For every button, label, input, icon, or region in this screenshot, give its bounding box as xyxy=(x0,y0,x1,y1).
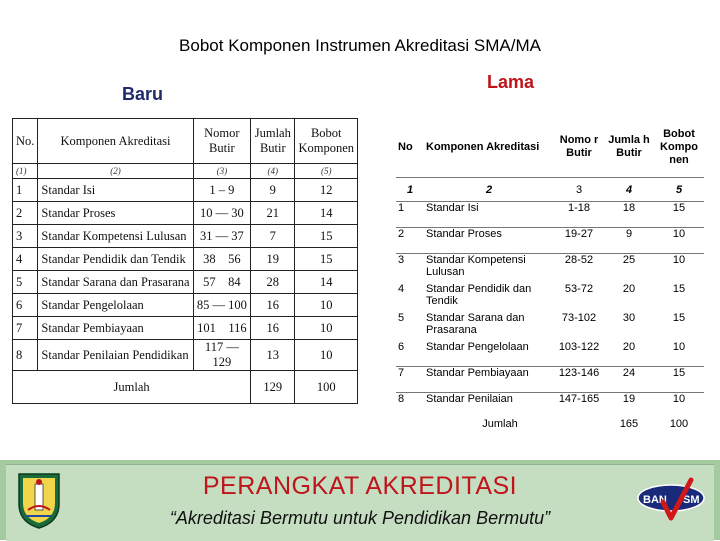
table-row xyxy=(13,225,358,248)
column-number: (3) xyxy=(193,164,251,179)
row-jumlah: 28 xyxy=(251,271,295,294)
row-nomor: 53-72 xyxy=(564,283,594,295)
row-nomor: 147-165 xyxy=(554,393,604,419)
table-header-row xyxy=(396,117,704,178)
row-jumlah: 24 xyxy=(604,367,654,393)
row-bobot: 15 xyxy=(295,248,358,271)
page-title: Bobot Komponen Instrumen Akreditasi SMA/MA xyxy=(179,36,541,55)
row-bobot: 14 xyxy=(295,202,358,225)
row-jumlah: 7 xyxy=(251,225,295,248)
row-nomor: 31 — 37 xyxy=(193,225,251,248)
row-no: 5 xyxy=(13,271,38,294)
header-no: No xyxy=(396,117,424,178)
row-name: Standar Pengelolaan xyxy=(426,341,529,353)
row-bobot: 10 xyxy=(654,228,704,254)
row-bobot: 10 xyxy=(654,393,704,419)
header-jumlah-butir: Jumla h Butir xyxy=(604,117,654,178)
row-name: Standar Kompetensi Lulusan xyxy=(38,225,193,248)
header-no: No. xyxy=(13,119,38,164)
row-name: Standar Sarana dan Prasarana xyxy=(38,271,193,294)
total-bobot: 100 xyxy=(295,371,358,404)
row-no: 6 xyxy=(398,341,405,353)
row-nomor: 103-122 xyxy=(558,341,600,353)
header-komponen: Komponen Akreditasi xyxy=(38,119,193,164)
row-no: 4 xyxy=(13,248,38,271)
row-bobot: 10 xyxy=(295,340,358,371)
row-no: 3 xyxy=(396,254,424,284)
row-name: Standar Pembiayaan xyxy=(38,317,193,340)
row-name: Standar Pendidik dan Tendik xyxy=(38,248,193,271)
column-number: 3 xyxy=(575,183,583,196)
row-no: 8 xyxy=(13,340,38,371)
total-jumlah: 129 xyxy=(251,371,295,404)
row-no: 1 xyxy=(13,179,38,202)
row-bobot: 15 xyxy=(654,202,704,228)
total-bobot: 100 xyxy=(669,418,689,430)
column-number: 1 xyxy=(406,183,414,196)
row-nomor: 1-18 xyxy=(554,202,604,228)
header-nomor-butir: Nomor Butir xyxy=(193,119,251,164)
row-name: Standar Penilaian Pendidikan xyxy=(38,340,193,371)
row-no: 7 xyxy=(13,317,38,340)
row-no: 4 xyxy=(398,283,405,295)
row-name: Standar Sarana dan Prasarana xyxy=(426,312,525,336)
table-row xyxy=(13,248,358,271)
table-row xyxy=(13,202,358,225)
row-jumlah: 30 xyxy=(622,312,636,324)
row-jumlah: 19 xyxy=(604,393,654,419)
column-number: (5) xyxy=(295,164,358,179)
column-number: 4 xyxy=(625,183,633,196)
row-jumlah: 25 xyxy=(604,254,654,284)
row-no: 6 xyxy=(13,294,38,317)
row-jumlah: 20 xyxy=(622,341,636,353)
row-jumlah: 20 xyxy=(622,283,636,295)
row-bobot: 12 xyxy=(295,179,358,202)
column-number: (4) xyxy=(251,164,295,179)
row-jumlah: 13 xyxy=(251,340,295,371)
row-nomor: 123-146 xyxy=(554,367,604,393)
row-name: Standar Isi xyxy=(38,179,193,202)
row-nomor: 101 116 xyxy=(193,317,251,340)
label-baru: Baru xyxy=(122,84,164,104)
header-jumlah-butir: Jumlah Butir xyxy=(251,119,295,164)
row-bobot: 15 xyxy=(672,312,686,324)
header-nomor-butir: Nomo r Butir xyxy=(554,117,604,178)
row-jumlah: 16 xyxy=(251,294,295,317)
row-jumlah: 9 xyxy=(604,228,654,254)
row-name: Standar Pembiayaan xyxy=(424,367,554,393)
row-nomor: 57 84 xyxy=(193,271,251,294)
table-row xyxy=(13,317,358,340)
table-row xyxy=(13,340,358,371)
row-nomor: 38 56 xyxy=(193,248,251,271)
table-row xyxy=(13,294,358,317)
table-row xyxy=(396,254,704,284)
table-lama xyxy=(396,117,704,443)
row-no: 2 xyxy=(13,202,38,225)
column-number: (2) xyxy=(38,164,193,179)
row-no: 5 xyxy=(398,312,405,324)
header-bobot: Bobot Komponen xyxy=(295,119,358,164)
column-number: 2 xyxy=(485,183,493,196)
column-number-row xyxy=(13,164,358,179)
total-jumlah: 165 xyxy=(619,418,639,430)
column-number-row xyxy=(396,178,704,202)
table-row xyxy=(396,228,704,254)
row-jumlah: 19 xyxy=(251,248,295,271)
row-bobot: 10 xyxy=(672,341,686,353)
column-number: (1) xyxy=(13,164,38,179)
table-row xyxy=(13,271,358,294)
header-bobot: Bobot Kompo nen xyxy=(654,117,704,178)
ban-sm-logo-icon xyxy=(633,472,709,528)
table-row xyxy=(396,202,704,228)
row-bobot: 10 xyxy=(654,254,704,284)
total-row xyxy=(13,371,358,404)
row-name: Standar Proses xyxy=(424,228,554,254)
row-name: Standar Isi xyxy=(424,202,554,228)
row-name: Standar Proses xyxy=(38,202,193,225)
row-name: Standar Pengelolaan xyxy=(38,294,193,317)
row-name: Standar Penilaian xyxy=(424,393,554,419)
row-bobot: 10 xyxy=(295,294,358,317)
row-name: Standar Kompetensi Lulusan xyxy=(424,254,554,284)
total-row xyxy=(396,418,704,443)
table-row xyxy=(396,283,704,312)
row-bobot: 15 xyxy=(672,283,686,295)
table-row xyxy=(396,367,704,393)
table-baru xyxy=(12,118,358,404)
row-name: Standar Pendidik dan Tendik xyxy=(426,283,532,307)
ban-logo-text-left: BAN xyxy=(643,494,667,506)
row-jumlah: 21 xyxy=(251,202,295,225)
table-row xyxy=(396,341,704,367)
row-no: 8 xyxy=(396,393,424,419)
row-bobot: 15 xyxy=(295,225,358,248)
banner-title: PERANGKAT AKREDITASI xyxy=(202,472,518,500)
table-row xyxy=(13,179,358,202)
row-no: 7 xyxy=(396,367,424,393)
column-number: 5 xyxy=(675,183,683,196)
row-jumlah: 18 xyxy=(604,202,654,228)
row-nomor: 85 — 100 xyxy=(193,294,251,317)
total-label: Jumlah xyxy=(482,418,518,430)
table-row xyxy=(396,393,704,419)
row-nomor: 117 — 129 xyxy=(193,340,251,371)
row-bobot: 15 xyxy=(654,367,704,393)
row-no: 3 xyxy=(13,225,38,248)
table-row xyxy=(396,312,704,341)
row-no: 2 xyxy=(396,228,424,254)
row-nomor: 73-102 xyxy=(561,312,597,324)
row-nomor: 28-52 xyxy=(554,254,604,284)
row-bobot: 10 xyxy=(295,317,358,340)
ban-logo-text-right: SM xyxy=(683,494,700,506)
label-lama: Lama xyxy=(487,72,535,92)
table-header-row xyxy=(13,119,358,164)
header-komponen: Komponen Akreditasi xyxy=(424,117,554,178)
row-bobot: 14 xyxy=(295,271,358,294)
row-nomor: 1 – 9 xyxy=(193,179,251,202)
total-label: Jumlah xyxy=(13,371,251,404)
row-no: 1 xyxy=(396,202,424,228)
banner-subtitle: “Akreditasi Bermutu untuk Pendidikan Bermutu” xyxy=(169,508,551,528)
row-nomor: 19-27 xyxy=(554,228,604,254)
row-jumlah: 16 xyxy=(251,317,295,340)
row-nomor: 10 — 30 xyxy=(193,202,251,225)
row-jumlah: 9 xyxy=(251,179,295,202)
